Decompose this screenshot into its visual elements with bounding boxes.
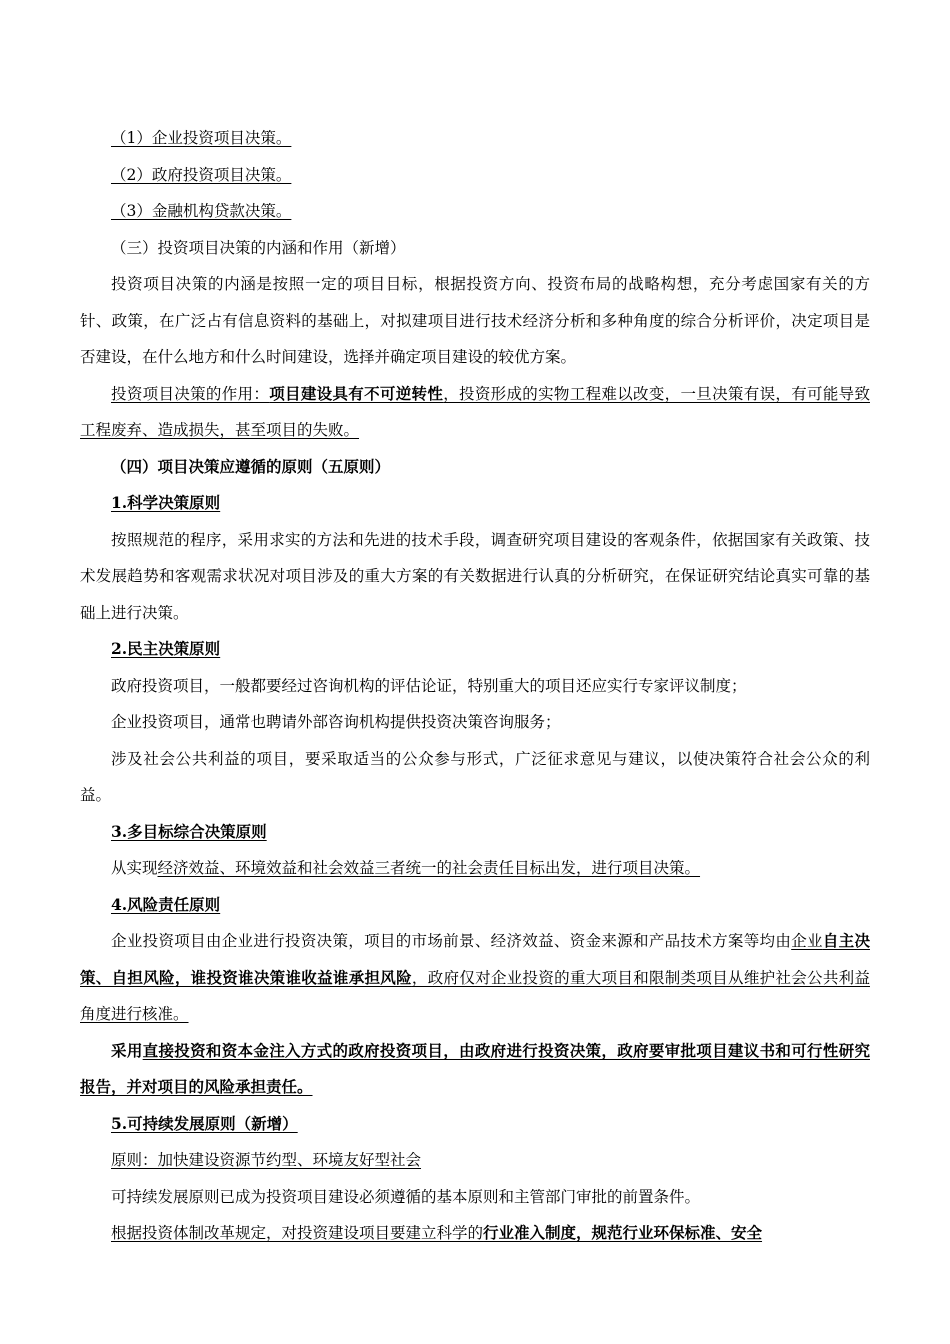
paragraph-democratic-3: 涉及社会公共利益的项目，要采取适当的公众参与形式，广泛征求意见与建议，以使决策符合社会公众的利益。 xyxy=(80,749,870,804)
text-span: 经济效益、环境效益和社会效益三者统一的社会责任目标出发，进行项目决策。 xyxy=(157,859,701,877)
paragraph-sustainable-reform xyxy=(80,1215,870,1252)
emphasis-span: 项目建设具有不可逆转性 xyxy=(269,383,444,403)
text-span: ，投资形成的实物工程难以改变，一旦决策有误，有可能导致工程废弃、造成损失，甚至项目的失败。 xyxy=(80,384,870,439)
text-span: 1.科学决策原则 xyxy=(111,493,221,512)
text-span: 3.多目标综合决策原则 xyxy=(111,821,267,841)
text-span: 直接投资和资本金注入方式的政府投资项目，由政府进行投资决策，政府要审批项目建议书和可行性研究报告，并对项目的风险承担责任。 xyxy=(80,1040,870,1096)
text-span: 5.可持续发展原则（新增） xyxy=(111,1113,298,1133)
list-item-financial xyxy=(80,193,870,230)
paragraph-scientific: 按照规范的程序，采用求实的方法和先进的技术手段，调查研究项目建设的客观条件，依据国家有关政策、技术发展趋势和客观需求状况对项目涉及的重大方案的有关数据进行认真的分析研究，在保证研究结论真实可靠的基础上进行决策。 xyxy=(80,530,870,622)
emphasis-span: 行业准入制度，规范行业环保标准、安全 xyxy=(483,1223,763,1242)
text-span: 根据投资体制改革规定，对投资建设项目要建立科学的 xyxy=(111,1224,484,1242)
text-span: 2.民主决策原则 xyxy=(111,639,221,658)
principle-heading-1 xyxy=(80,485,870,522)
section-heading-4: （四）项目决策应遵循的原则（五原则） xyxy=(111,456,391,476)
text-span: 投资项目决策的作用： xyxy=(111,384,270,403)
paragraph-democratic-1: 政府投资项目，一般都要经过咨询机构的评估论证，特别重大的项目还应实行专家评议制度； xyxy=(111,676,747,695)
text-span: ，政府仅对企业投资的重大项目和限制类项目从维护社会公共利益角度进行核准。 xyxy=(80,968,870,1023)
text-span: 从实现 xyxy=(111,859,158,877)
emphasis-span: 自主决策、自担风险，谁投资谁决策谁收益谁承担风险 xyxy=(80,931,870,987)
paragraph-risk-enterprise xyxy=(80,923,870,1033)
text-span: （3）金融机构贷款决策。 xyxy=(111,202,292,220)
principle-heading-3 xyxy=(80,814,870,851)
list-item-enterprise xyxy=(80,120,870,157)
paragraph-risk-government xyxy=(80,1033,870,1106)
principle-heading-2 xyxy=(80,631,870,668)
paragraph-role xyxy=(80,376,870,449)
text-span: （1）企业投资项目决策。 xyxy=(111,129,292,147)
text-span: 4.风险责任原则 xyxy=(111,894,221,914)
paragraph-sustainable-condition: 可持续发展原则已成为投资项目建设必须遵循的基本原则和主管部门审批的前置条件。 xyxy=(111,1187,701,1206)
paragraph-multi-objective xyxy=(80,850,870,887)
paragraph-connotation: 投资项目决策的内涵是按照一定的项目目标，根据投资方向、投资布局的战略构想，充分考虑国家有关的方针、政策，在广泛占有信息资料的基础上，对拟建项目进行技术经济分析和多种角度的综合分析评价，决定项目是否建设，在什么地方和什么时间建设，选择并确定项目建设的较优方案。 xyxy=(80,275,870,366)
text-span: （2）政府投资项目决策。 xyxy=(111,165,292,184)
paragraph-democratic-2: 企业投资项目，通常也聘请外部咨询机构提供投资决策咨询服务； xyxy=(111,713,561,731)
document-page xyxy=(80,120,870,1252)
section-heading-3: （三）投资项目决策的内涵和作用（新增） xyxy=(111,238,406,257)
paragraph-sustainable-principle xyxy=(80,1142,870,1179)
text-span: 采用 xyxy=(111,1040,143,1060)
text-span: 企业投资项目由企业进行投资决策，项目的市场前景、经济效益、资金来源和产品技术方案等均由 xyxy=(111,932,792,950)
principle-heading-4 xyxy=(80,887,870,924)
text-span: 企业 xyxy=(791,932,823,950)
list-item-government xyxy=(80,157,870,194)
principle-heading-5 xyxy=(80,1106,870,1143)
text-span: 原则：加快建设资源节约型、环境友好型社会 xyxy=(111,1151,422,1169)
